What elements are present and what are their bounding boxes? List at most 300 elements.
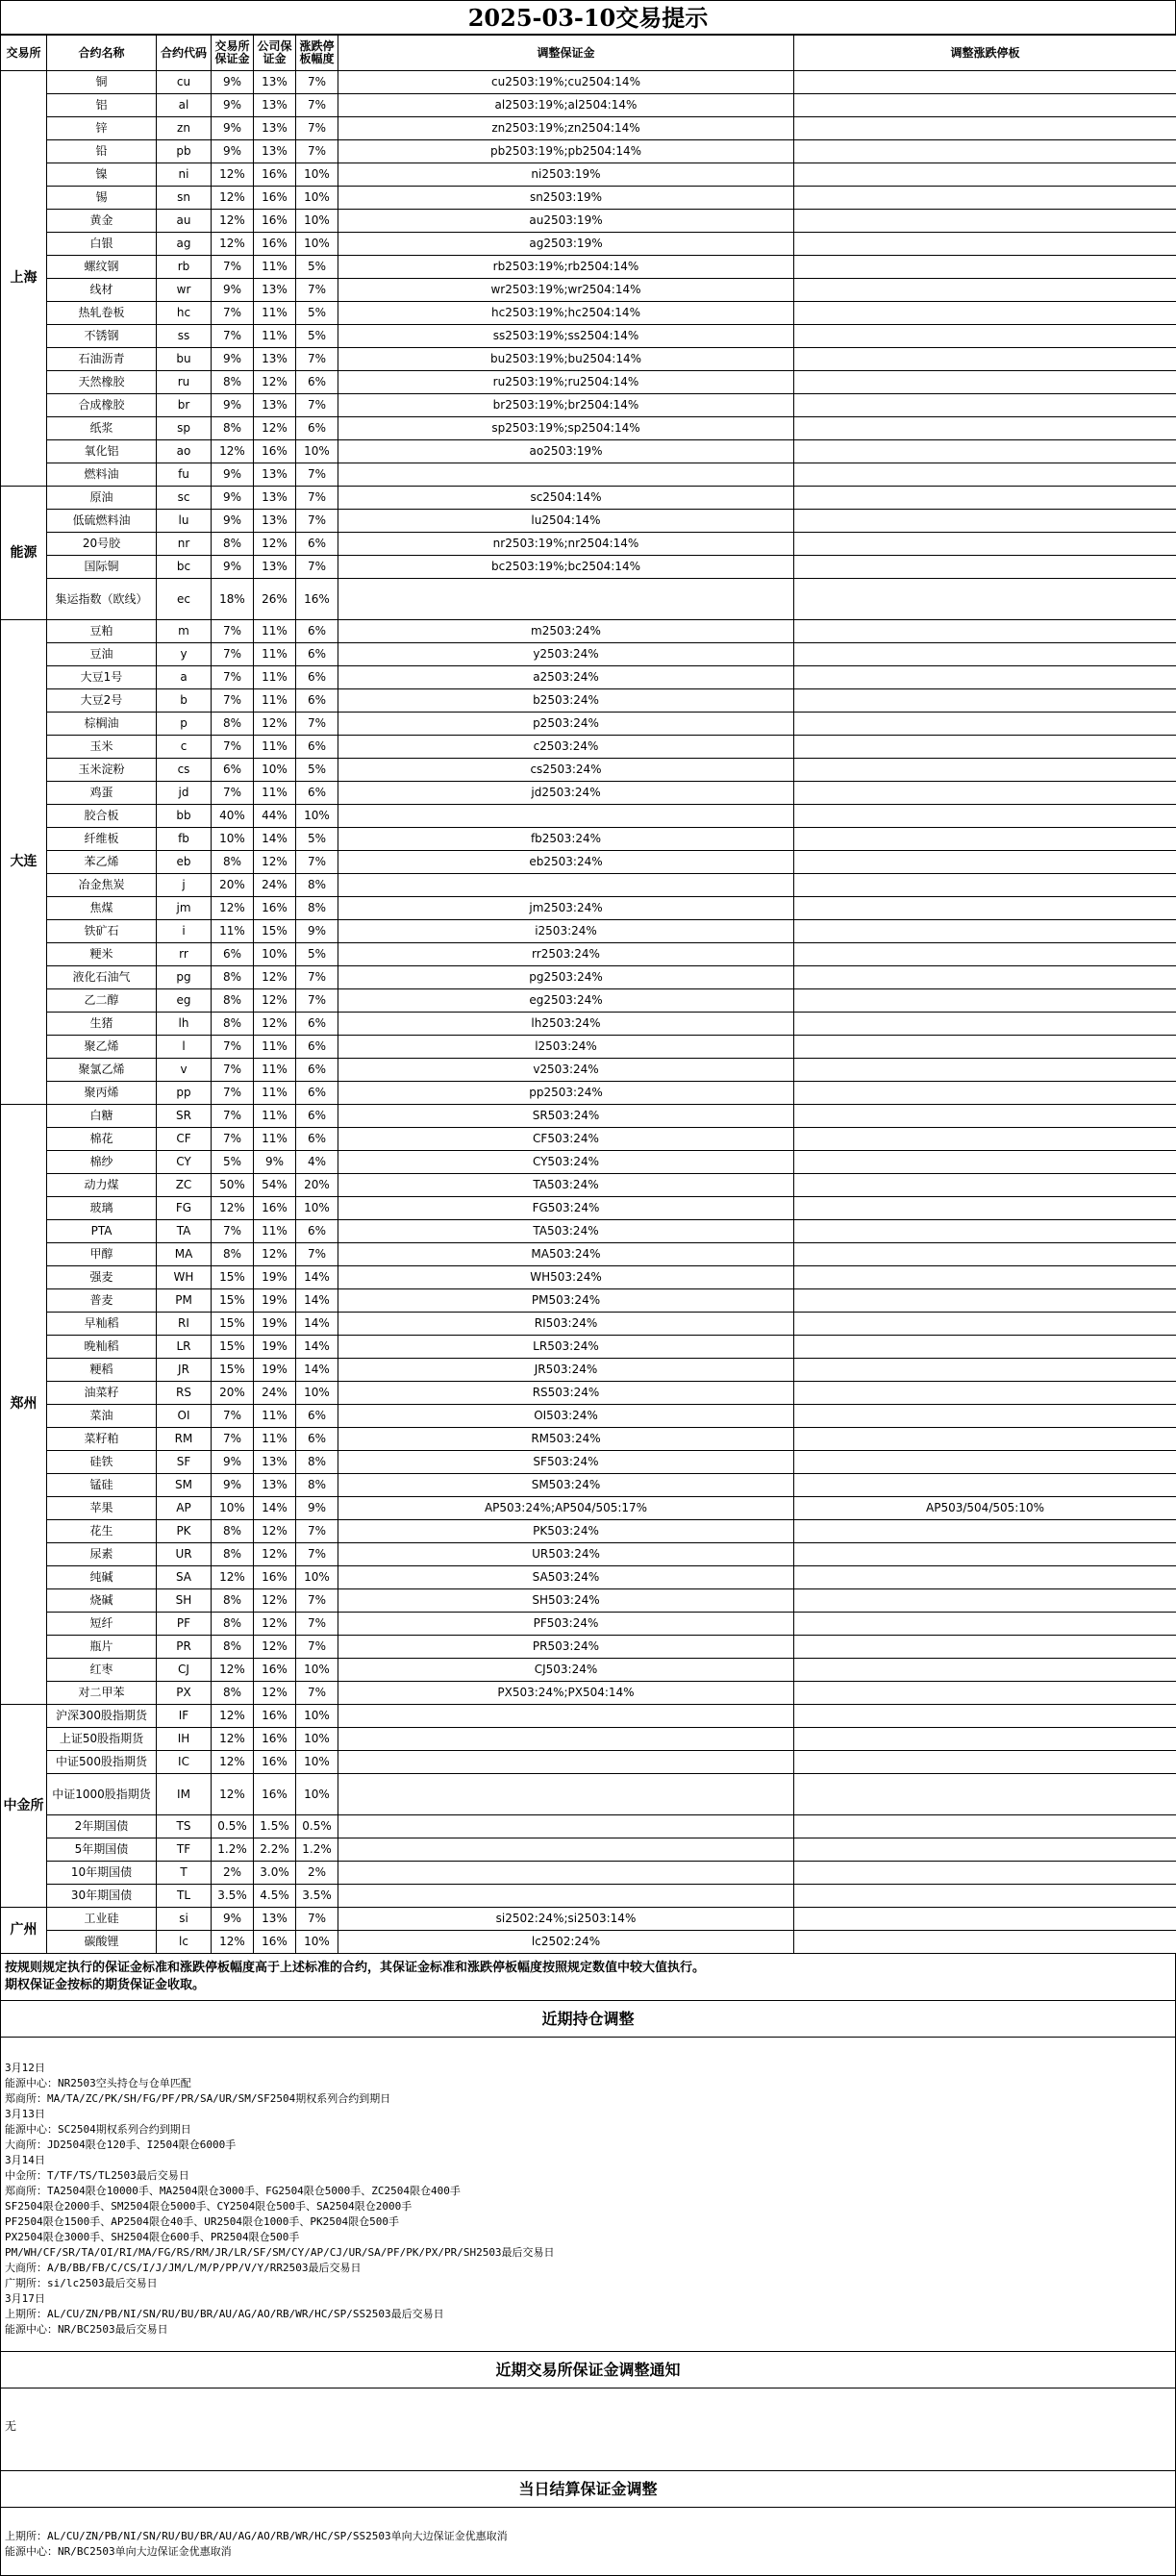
cell-limit: 7% bbox=[296, 279, 338, 302]
cell-limit: 10% bbox=[296, 1566, 338, 1589]
cell-adj-limit bbox=[794, 533, 1176, 556]
cell-name: 大豆1号 bbox=[47, 666, 157, 689]
cell-ex-margin: 7% bbox=[212, 782, 254, 805]
cell-adj-margin bbox=[338, 1705, 794, 1728]
cell-code: PF bbox=[157, 1613, 212, 1636]
cell-ex-margin: 9% bbox=[212, 348, 254, 371]
cell-co-margin: 14% bbox=[254, 828, 296, 851]
cell-limit: 6% bbox=[296, 1082, 338, 1105]
cell-adj-margin: PX503:24%;PX504:14% bbox=[338, 1682, 794, 1705]
cell-adj-limit bbox=[794, 1336, 1176, 1359]
cell-limit: 6% bbox=[296, 1405, 338, 1428]
cell-name: 棉花 bbox=[47, 1128, 157, 1151]
cell-ex-margin: 12% bbox=[212, 1197, 254, 1220]
cell-adj-margin: p2503:24% bbox=[338, 713, 794, 736]
cell-adj-margin bbox=[338, 805, 794, 828]
cell-ex-margin: 15% bbox=[212, 1336, 254, 1359]
cell-ex-margin: 8% bbox=[212, 1682, 254, 1705]
cell-ex-margin: 7% bbox=[212, 1082, 254, 1105]
cell-adj-limit bbox=[794, 487, 1176, 510]
cell-name: 白银 bbox=[47, 233, 157, 256]
table-row bbox=[1, 1451, 1176, 1474]
cell-name: 合成橡胶 bbox=[47, 394, 157, 417]
cell-code: bb bbox=[157, 805, 212, 828]
cell-adj-margin: AP503:24%;AP504/505:17% bbox=[338, 1497, 794, 1520]
cell-name: 30年期国债 bbox=[47, 1885, 157, 1908]
cell-co-margin: 13% bbox=[254, 117, 296, 140]
cell-adj-limit bbox=[794, 1474, 1176, 1497]
cell-adj-margin: LR503:24% bbox=[338, 1336, 794, 1359]
cell-ex-margin: 12% bbox=[212, 1774, 254, 1815]
cell-code: ag bbox=[157, 233, 212, 256]
cell-code: UR bbox=[157, 1543, 212, 1566]
table-row bbox=[1, 1543, 1176, 1566]
cell-name: 菜籽粕 bbox=[47, 1428, 157, 1451]
cell-name: 玉米 bbox=[47, 736, 157, 759]
cell-adj-limit bbox=[794, 233, 1176, 256]
cell-ex-margin: 8% bbox=[212, 1543, 254, 1566]
text-line: 大商所：A/B/BB/FB/C/CS/I/J/JM/L/M/P/PP/V/Y/RR2503最后交易日 bbox=[5, 2261, 1171, 2276]
cell-name: 菜油 bbox=[47, 1405, 157, 1428]
cell-co-margin: 12% bbox=[254, 1589, 296, 1613]
cell-co-margin: 11% bbox=[254, 256, 296, 279]
cell-ex-margin: 15% bbox=[212, 1313, 254, 1336]
cell-adj-margin: sp2503:19%;sp2504:14% bbox=[338, 417, 794, 440]
cell-adj-margin: a2503:24% bbox=[338, 666, 794, 689]
cell-co-margin: 13% bbox=[254, 556, 296, 579]
cell-co-margin: 11% bbox=[254, 325, 296, 348]
cell-co-margin: 16% bbox=[254, 440, 296, 463]
cell-limit: 10% bbox=[296, 1382, 338, 1405]
cell-ex-margin: 7% bbox=[212, 736, 254, 759]
cell-limit: 10% bbox=[296, 805, 338, 828]
cell-name: 大豆2号 bbox=[47, 689, 157, 713]
cell-co-margin: 13% bbox=[254, 279, 296, 302]
cell-ex-margin: 8% bbox=[212, 1636, 254, 1659]
cell-ex-margin: 8% bbox=[212, 966, 254, 989]
cell-adj-limit bbox=[794, 828, 1176, 851]
table-row bbox=[1, 1497, 1176, 1520]
cell-ex-margin: 8% bbox=[212, 1613, 254, 1636]
cell-co-margin: 12% bbox=[254, 1636, 296, 1659]
cell-co-margin: 11% bbox=[254, 666, 296, 689]
table-row bbox=[1, 1636, 1176, 1659]
cell-limit: 14% bbox=[296, 1313, 338, 1336]
cell-adj-limit bbox=[794, 256, 1176, 279]
cell-code: nr bbox=[157, 533, 212, 556]
cell-limit: 10% bbox=[296, 1774, 338, 1815]
cell-code: p bbox=[157, 713, 212, 736]
table-row bbox=[1, 187, 1176, 210]
cell-adj-limit bbox=[794, 1036, 1176, 1059]
cell-limit: 10% bbox=[296, 1751, 338, 1774]
cell-limit: 7% bbox=[296, 556, 338, 579]
cell-code: AP bbox=[157, 1497, 212, 1520]
header-name: 合约名称 bbox=[47, 36, 157, 71]
cell-co-margin: 11% bbox=[254, 1405, 296, 1428]
cell-name: 锡 bbox=[47, 187, 157, 210]
cell-co-margin: 26% bbox=[254, 579, 296, 620]
table-row bbox=[1, 1313, 1176, 1336]
cell-limit: 8% bbox=[296, 1474, 338, 1497]
cell-co-margin: 3.0% bbox=[254, 1862, 296, 1885]
cell-co-margin: 16% bbox=[254, 210, 296, 233]
table-row bbox=[1, 417, 1176, 440]
cell-code: TA bbox=[157, 1220, 212, 1243]
cell-limit: 6% bbox=[296, 1220, 338, 1243]
cell-name: 强麦 bbox=[47, 1266, 157, 1289]
cell-co-margin: 19% bbox=[254, 1313, 296, 1336]
table-header-row bbox=[1, 36, 1176, 71]
cell-adj-margin: WH503:24% bbox=[338, 1266, 794, 1289]
table-row bbox=[1, 1128, 1176, 1151]
cell-adj-margin: rr2503:24% bbox=[338, 943, 794, 966]
cell-adj-margin: i2503:24% bbox=[338, 920, 794, 943]
cell-code: RI bbox=[157, 1313, 212, 1336]
cell-limit: 8% bbox=[296, 874, 338, 897]
text-line: 能源中心：NR2503空头持仓与仓单匹配 bbox=[5, 2076, 1171, 2091]
cell-adj-limit bbox=[794, 71, 1176, 94]
cell-adj-limit bbox=[794, 1682, 1176, 1705]
settlement-section-title: 当日结算保证金调整 bbox=[0, 2471, 1176, 2508]
cell-code: PM bbox=[157, 1289, 212, 1313]
cell-limit: 5% bbox=[296, 325, 338, 348]
cell-adj-limit bbox=[794, 1059, 1176, 1082]
cell-ex-margin: 7% bbox=[212, 325, 254, 348]
text-line: 中金所：T/TF/TS/TL2503最后交易日 bbox=[5, 2168, 1171, 2184]
cell-name: 20号胶 bbox=[47, 533, 157, 556]
cell-adj-limit bbox=[794, 163, 1176, 187]
text-line: 上期所：AL/CU/ZN/PB/NI/SN/RU/BU/BR/AU/AG/AO/RB/WR/HC/SP/SS2503最后交易日 bbox=[5, 2307, 1171, 2322]
table-row bbox=[1, 279, 1176, 302]
cell-ex-margin: 7% bbox=[212, 302, 254, 325]
cell-ex-margin: 12% bbox=[212, 897, 254, 920]
cell-adj-margin: sc2504:14% bbox=[338, 487, 794, 510]
cell-code: y bbox=[157, 643, 212, 666]
cell-adj-limit bbox=[794, 117, 1176, 140]
cell-name: 苯乙烯 bbox=[47, 851, 157, 874]
cell-co-margin: 13% bbox=[254, 71, 296, 94]
table-row bbox=[1, 1105, 1176, 1128]
cell-adj-margin: SA503:24% bbox=[338, 1566, 794, 1589]
cell-adj-margin bbox=[338, 1885, 794, 1908]
cell-limit: 6% bbox=[296, 1128, 338, 1151]
text-line: 3月12日 bbox=[5, 2061, 1171, 2076]
cell-ex-margin: 8% bbox=[212, 1520, 254, 1543]
cell-limit: 6% bbox=[296, 1013, 338, 1036]
cell-name: 纯碱 bbox=[47, 1566, 157, 1589]
cell-adj-margin: si2502:24%;si2503:14% bbox=[338, 1908, 794, 1931]
table-row bbox=[1, 1885, 1176, 1908]
cell-code: v bbox=[157, 1059, 212, 1082]
cell-name: 早籼稻 bbox=[47, 1313, 157, 1336]
cell-code: RM bbox=[157, 1428, 212, 1451]
cell-adj-limit bbox=[794, 1589, 1176, 1613]
table-row bbox=[1, 1243, 1176, 1266]
cell-limit: 7% bbox=[296, 1543, 338, 1566]
cell-code: cs bbox=[157, 759, 212, 782]
cell-adj-margin: MA503:24% bbox=[338, 1243, 794, 1266]
cell-name: 10年期国债 bbox=[47, 1862, 157, 1885]
cell-adj-limit bbox=[794, 1151, 1176, 1174]
cell-adj-limit bbox=[794, 1266, 1176, 1289]
cell-adj-margin: wr2503:19%;wr2504:14% bbox=[338, 279, 794, 302]
cell-code: bc bbox=[157, 556, 212, 579]
cell-adj-limit bbox=[794, 1105, 1176, 1128]
cell-code: ss bbox=[157, 325, 212, 348]
cell-co-margin: 11% bbox=[254, 736, 296, 759]
cell-adj-margin: l2503:24% bbox=[338, 1036, 794, 1059]
cell-ex-margin: 7% bbox=[212, 643, 254, 666]
position-adjustments bbox=[0, 2038, 1176, 2352]
cell-adj-margin: bu2503:19%;bu2504:14% bbox=[338, 348, 794, 371]
cell-code: FG bbox=[157, 1197, 212, 1220]
cell-ex-margin: 7% bbox=[212, 1128, 254, 1151]
cell-adj-limit bbox=[794, 1220, 1176, 1243]
cell-ex-margin: 9% bbox=[212, 140, 254, 163]
cell-limit: 7% bbox=[296, 1520, 338, 1543]
exchange-notice-title: 近期交易所保证金调整通知 bbox=[0, 2352, 1176, 2388]
cell-code: IC bbox=[157, 1751, 212, 1774]
cell-adj-limit bbox=[794, 689, 1176, 713]
cell-ex-margin: 9% bbox=[212, 117, 254, 140]
table-row bbox=[1, 920, 1176, 943]
cell-limit: 6% bbox=[296, 417, 338, 440]
cell-ex-margin: 9% bbox=[212, 487, 254, 510]
cell-adj-margin: PF503:24% bbox=[338, 1613, 794, 1636]
header-exchange: 交易所 bbox=[1, 36, 47, 71]
cell-adj-margin: au2503:19% bbox=[338, 210, 794, 233]
cell-co-margin: 11% bbox=[254, 1105, 296, 1128]
cell-name: 粳稻 bbox=[47, 1359, 157, 1382]
cell-limit: 6% bbox=[296, 1105, 338, 1128]
cell-limit: 14% bbox=[296, 1336, 338, 1359]
cell-adj-margin: eg2503:24% bbox=[338, 989, 794, 1013]
cell-code: a bbox=[157, 666, 212, 689]
cell-ex-margin: 40% bbox=[212, 805, 254, 828]
cell-code: eg bbox=[157, 989, 212, 1013]
table-row bbox=[1, 689, 1176, 713]
cell-adj-limit bbox=[794, 1174, 1176, 1197]
cell-ex-margin: 50% bbox=[212, 1174, 254, 1197]
cell-ex-margin: 12% bbox=[212, 1931, 254, 1954]
cell-code: al bbox=[157, 94, 212, 117]
cell-adj-limit bbox=[794, 94, 1176, 117]
cell-code: SM bbox=[157, 1474, 212, 1497]
cell-name: 聚氯乙烯 bbox=[47, 1059, 157, 1082]
table-row bbox=[1, 1428, 1176, 1451]
cell-ex-margin: 7% bbox=[212, 256, 254, 279]
cell-name: 氧化铝 bbox=[47, 440, 157, 463]
table-row bbox=[1, 233, 1176, 256]
table-row bbox=[1, 1728, 1176, 1751]
cell-code: zn bbox=[157, 117, 212, 140]
exchange-cell: 郑州 bbox=[1, 1105, 47, 1705]
cell-name: 工业硅 bbox=[47, 1908, 157, 1931]
cell-adj-limit bbox=[794, 1520, 1176, 1543]
cell-adj-margin: RM503:24% bbox=[338, 1428, 794, 1451]
cell-ex-margin: 15% bbox=[212, 1289, 254, 1313]
cell-adj-limit bbox=[794, 579, 1176, 620]
cell-co-margin: 12% bbox=[254, 1013, 296, 1036]
cell-limit: 6% bbox=[296, 1059, 338, 1082]
table-row bbox=[1, 759, 1176, 782]
cell-adj-margin: b2503:24% bbox=[338, 689, 794, 713]
cell-name: 铁矿石 bbox=[47, 920, 157, 943]
cell-ex-margin: 7% bbox=[212, 1428, 254, 1451]
cell-adj-margin: RI503:24% bbox=[338, 1313, 794, 1336]
cell-limit: 10% bbox=[296, 163, 338, 187]
header-adj-margin: 调整保证金 bbox=[338, 36, 794, 71]
cell-name: 不锈钢 bbox=[47, 325, 157, 348]
cell-adj-margin: lc2502:24% bbox=[338, 1931, 794, 1954]
cell-adj-margin: cu2503:19%;cu2504:14% bbox=[338, 71, 794, 94]
cell-name: 国际铜 bbox=[47, 556, 157, 579]
cell-name: 玉米淀粉 bbox=[47, 759, 157, 782]
table-row bbox=[1, 828, 1176, 851]
cell-code: l bbox=[157, 1036, 212, 1059]
cell-co-margin: 11% bbox=[254, 689, 296, 713]
cell-code: lh bbox=[157, 1013, 212, 1036]
cell-adj-margin: pp2503:24% bbox=[338, 1082, 794, 1105]
table-row bbox=[1, 1520, 1176, 1543]
cell-ex-margin: 8% bbox=[212, 989, 254, 1013]
table-row bbox=[1, 140, 1176, 163]
cell-limit: 7% bbox=[296, 1908, 338, 1931]
cell-ex-margin: 12% bbox=[212, 233, 254, 256]
table-row bbox=[1, 874, 1176, 897]
cell-limit: 7% bbox=[296, 989, 338, 1013]
header-adj-limit: 调整涨跌停板 bbox=[794, 36, 1176, 71]
cell-adj-limit bbox=[794, 1289, 1176, 1313]
table-row bbox=[1, 1059, 1176, 1082]
text-line: 广期所：si/lc2503最后交易日 bbox=[5, 2276, 1171, 2291]
table-row bbox=[1, 1589, 1176, 1613]
text-line: 能源中心：SC2504期权系列合约到期日 bbox=[5, 2122, 1171, 2138]
cell-name: 乙二醇 bbox=[47, 989, 157, 1013]
cell-name: 短纤 bbox=[47, 1613, 157, 1636]
cell-limit: 8% bbox=[296, 1451, 338, 1474]
table-row bbox=[1, 1336, 1176, 1359]
rule-note-line1: 按规则规定执行的保证金标准和涨跌停板幅度高于上述标准的合约，其保证金标准和涨跌停板幅度按照规定数值中较大值执行。 bbox=[5, 1960, 1171, 1977]
cell-code: ec bbox=[157, 579, 212, 620]
cell-co-margin: 12% bbox=[254, 966, 296, 989]
cell-code: pp bbox=[157, 1082, 212, 1105]
cell-name: 豆粕 bbox=[47, 620, 157, 643]
cell-co-margin: 11% bbox=[254, 620, 296, 643]
cell-adj-margin: ao2503:19% bbox=[338, 440, 794, 463]
cell-name: 铜 bbox=[47, 71, 157, 94]
cell-adj-margin: zn2503:19%;zn2504:14% bbox=[338, 117, 794, 140]
header-code: 合约代码 bbox=[157, 36, 212, 71]
cell-limit: 4% bbox=[296, 1151, 338, 1174]
cell-ex-margin: 3.5% bbox=[212, 1885, 254, 1908]
cell-co-margin: 19% bbox=[254, 1289, 296, 1313]
cell-adj-limit bbox=[794, 805, 1176, 828]
cell-ex-margin: 9% bbox=[212, 510, 254, 533]
margin-table bbox=[0, 35, 1176, 1954]
table-row bbox=[1, 1838, 1176, 1862]
cell-adj-limit bbox=[794, 1082, 1176, 1105]
cell-adj-margin: SF503:24% bbox=[338, 1451, 794, 1474]
cell-adj-margin: pb2503:19%;pb2504:14% bbox=[338, 140, 794, 163]
table-row bbox=[1, 71, 1176, 94]
cell-code: sn bbox=[157, 187, 212, 210]
cell-ex-margin: 6% bbox=[212, 759, 254, 782]
cell-co-margin: 13% bbox=[254, 1451, 296, 1474]
cell-co-margin: 9% bbox=[254, 1151, 296, 1174]
cell-co-margin: 12% bbox=[254, 1613, 296, 1636]
cell-code: au bbox=[157, 210, 212, 233]
cell-co-margin: 13% bbox=[254, 94, 296, 117]
cell-name: 胶合板 bbox=[47, 805, 157, 828]
cell-co-margin: 16% bbox=[254, 1728, 296, 1751]
cell-adj-margin: SM503:24% bbox=[338, 1474, 794, 1497]
cell-co-margin: 24% bbox=[254, 1382, 296, 1405]
cell-name: 线材 bbox=[47, 279, 157, 302]
table-row bbox=[1, 1815, 1176, 1838]
cell-limit: 5% bbox=[296, 759, 338, 782]
cell-co-margin: 12% bbox=[254, 713, 296, 736]
cell-adj-limit bbox=[794, 666, 1176, 689]
cell-co-margin: 13% bbox=[254, 348, 296, 371]
cell-limit: 14% bbox=[296, 1289, 338, 1313]
cell-ex-margin: 9% bbox=[212, 279, 254, 302]
cell-adj-margin: c2503:24% bbox=[338, 736, 794, 759]
header-ex-margin: 交易所保证金 bbox=[212, 36, 254, 71]
cell-adj-margin: SR503:24% bbox=[338, 1105, 794, 1128]
cell-ex-margin: 12% bbox=[212, 440, 254, 463]
cell-name: 聚丙烯 bbox=[47, 1082, 157, 1105]
table-row bbox=[1, 1931, 1176, 1954]
cell-name: 液化石油气 bbox=[47, 966, 157, 989]
cell-adj-margin: ag2503:19% bbox=[338, 233, 794, 256]
cell-limit: 6% bbox=[296, 1036, 338, 1059]
cell-code: c bbox=[157, 736, 212, 759]
cell-limit: 7% bbox=[296, 1682, 338, 1705]
cell-limit: 9% bbox=[296, 1497, 338, 1520]
cell-adj-limit bbox=[794, 713, 1176, 736]
cell-name: 中证500股指期货 bbox=[47, 1751, 157, 1774]
cell-ex-margin: 8% bbox=[212, 1013, 254, 1036]
cell-code: ZC bbox=[157, 1174, 212, 1197]
table-row bbox=[1, 1197, 1176, 1220]
cell-adj-margin: SH503:24% bbox=[338, 1589, 794, 1613]
cell-co-margin: 13% bbox=[254, 140, 296, 163]
cell-co-margin: 16% bbox=[254, 1931, 296, 1954]
cell-adj-margin: lh2503:24% bbox=[338, 1013, 794, 1036]
cell-name: 粳米 bbox=[47, 943, 157, 966]
cell-name: 豆油 bbox=[47, 643, 157, 666]
cell-adj-limit bbox=[794, 371, 1176, 394]
cell-co-margin: 11% bbox=[254, 1059, 296, 1082]
cell-adj-margin: pg2503:24% bbox=[338, 966, 794, 989]
cell-ex-margin: 10% bbox=[212, 1497, 254, 1520]
cell-ex-margin: 7% bbox=[212, 1036, 254, 1059]
cell-code: T bbox=[157, 1862, 212, 1885]
cell-adj-limit bbox=[794, 1728, 1176, 1751]
cell-adj-limit bbox=[794, 1838, 1176, 1862]
text-line: 3月17日 bbox=[5, 2291, 1171, 2307]
cell-co-margin: 12% bbox=[254, 417, 296, 440]
table-row bbox=[1, 1405, 1176, 1428]
cell-adj-limit bbox=[794, 140, 1176, 163]
cell-code: si bbox=[157, 1908, 212, 1931]
position-section-title: 近期持仓调整 bbox=[0, 2001, 1176, 2038]
cell-adj-margin: v2503:24% bbox=[338, 1059, 794, 1082]
cell-name: 尿素 bbox=[47, 1543, 157, 1566]
cell-adj-margin: FG503:24% bbox=[338, 1197, 794, 1220]
